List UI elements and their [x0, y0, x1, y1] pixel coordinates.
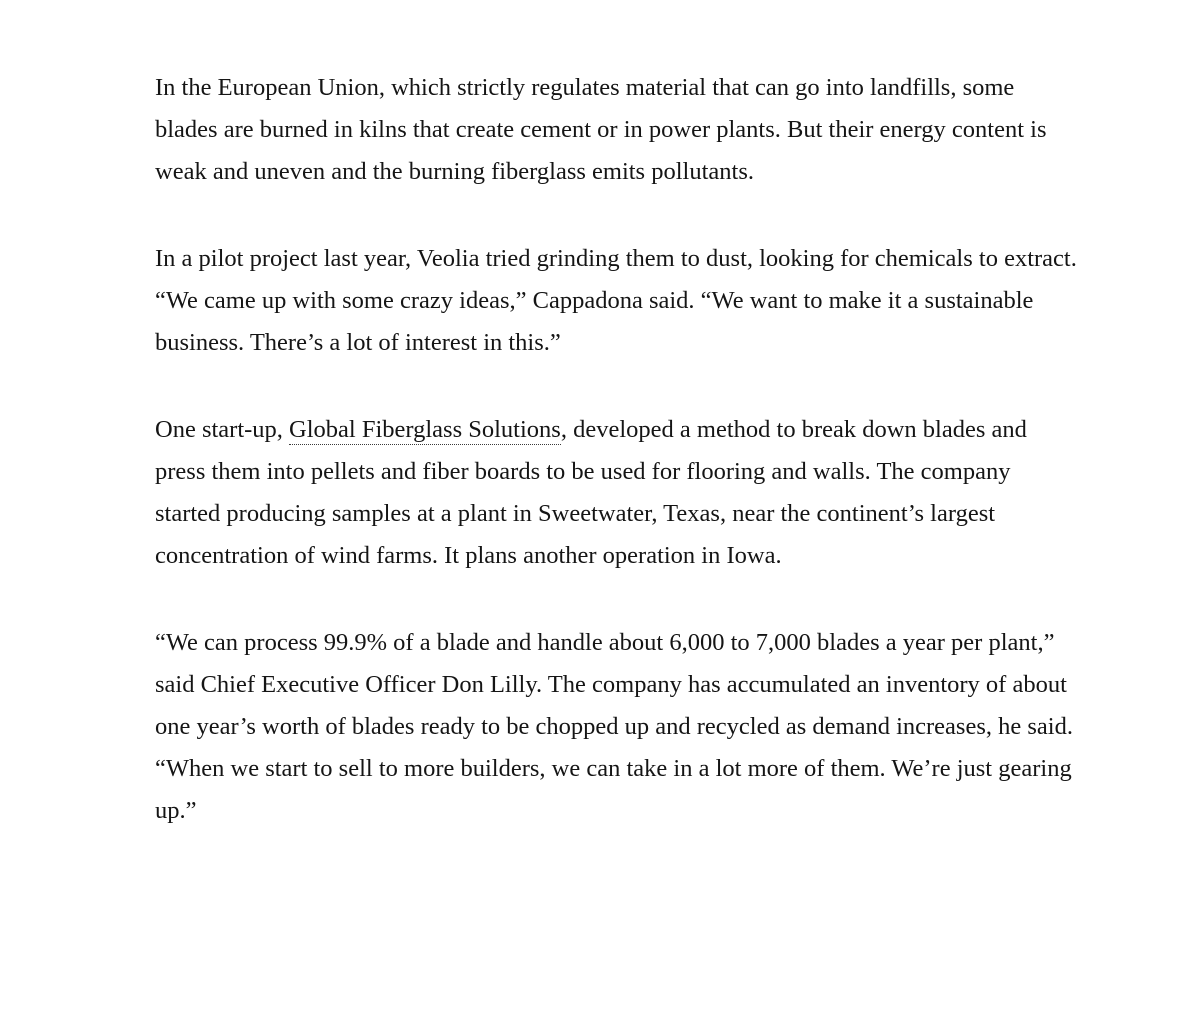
article-text-block — [155, 0, 1080, 832]
global-fiberglass-solutions-link[interactable]: Global Fiberglass Solutions — [289, 416, 561, 443]
paragraph-3-text-before-link: One start-up, — [155, 416, 290, 443]
article-paragraph-1: In the European Union, which strictly regulates material that can go into landfills, some blades are burned in kilns that create cement or in power plants. But their energy content is weak and uneven and the burning fiberglass emits pollutants. — [155, 74, 1047, 185]
article-paragraph-3 — [155, 409, 1080, 577]
paragraph-3-text-after-link: , developed a method to break down blades and press them into pellets and fiber boards to be used for flooring and walls. The company started producing samples at a plant in Sweetwater, Texas, near the continent’s largest concentration of wind farms. It plans another operation in Iowa. — [155, 416, 1027, 569]
article-paragraph-4: “We can process 99.9% of a blade and handle about 6,000 to 7,000 blades a year per plant,” said Chief Executive Officer Don Lilly. The company has accumulated an inventory of about one year’s worth of blades ready to be chopped up and recycled as demand increases, he said. “When we start to sell to more builders, we can take in a lot more of them. We’re just gearing up.” — [155, 629, 1073, 824]
article-paragraph-2: In a pilot project last year, Veolia tried grinding them to dust, looking for chemicals to extract. “We came up with some crazy ideas,” Cappadona said. “We want to make it a sustainable business. There’s a lot of interest in this.” — [155, 245, 1077, 356]
